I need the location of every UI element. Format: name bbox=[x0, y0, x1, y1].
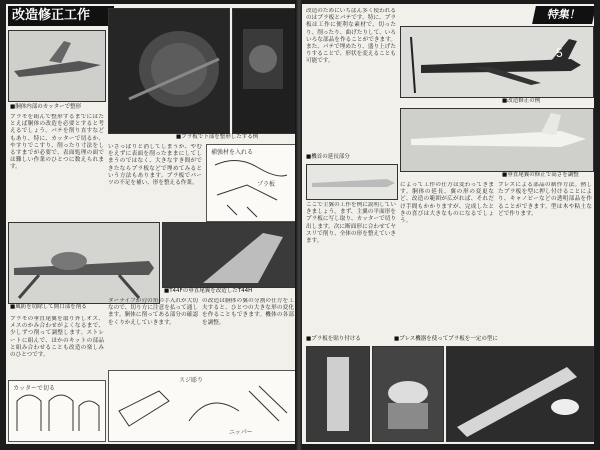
article-title: 改造修正工作 bbox=[8, 6, 114, 26]
photo-propeller-detail bbox=[232, 8, 296, 134]
sketch-note-1: 補強材を入れる bbox=[211, 149, 254, 156]
caption-3: ■風防を切除して開口部を削る bbox=[10, 304, 87, 310]
body-text-col-2: いさっぱりと消してしまうか、やむをえずに表面を削ったままにしてしまうのではなく、大きなすき間ができたならプラ板などで埋めてみるという方法もあります。プラ板でパーツの不足を補い、形を整える作業。 bbox=[108, 144, 202, 187]
right-page bbox=[302, 4, 594, 444]
sketch-note-4: スジ彫り bbox=[179, 377, 204, 384]
photo-fuselage-side bbox=[306, 164, 398, 200]
sketch-tool-usage bbox=[108, 370, 296, 442]
right-body-text-col-2: ここで主翼の工作を例に説明していきましょう。まず、主翼の平面形をプラ板に写し取り、カッターで切り出します。次に断面形に合わせてヤスリで削り、全体の形を整えていきます。 bbox=[306, 202, 396, 245]
right-caption-3: ■垂直尾翼の修正で高さを調整 bbox=[502, 172, 579, 178]
sketch-modification-diagram bbox=[206, 144, 296, 222]
sketch-note-3: カッターで切る bbox=[13, 385, 55, 392]
photo-plastic-strip bbox=[306, 346, 370, 442]
left-page bbox=[6, 4, 296, 444]
caption-4: ■T44Fの垂直尾翼を改造したT44H bbox=[164, 288, 253, 294]
body-text-col-1: プラモを組んで整形するまでにはたとえば胴体の改造を必要とすると考えるでしょう。パテを削り直すなどもあり、特に、カッターで切るか、やすりでこすり、削ったり寸法をしるすまでが必要で、表面処理の面では難しい作業のひとつに数えられます。 bbox=[10, 114, 104, 171]
sketch-canopy-frames bbox=[8, 380, 106, 442]
right-caption-4: ■プラ板を貼り付ける bbox=[306, 336, 361, 342]
photo-engine-cowl bbox=[108, 8, 230, 134]
photo-canopy-mold bbox=[372, 346, 444, 442]
right-caption-2: ■機首の延長部分 bbox=[306, 154, 350, 160]
aircraft-sketch-icon bbox=[9, 31, 105, 101]
right-body-text-col-1: 改造のためにいちばん多く使われるのはプラ板とパテです。特に、プラ板は工作に便利な素材で、切ったり、削ったり、曲げたりして、いろいろな部品を作ることができます。また、パテで埋めたり、盛り上げたりすることで、形状を変えることも可能です。 bbox=[306, 8, 396, 65]
sketch-note-2: プラ板 bbox=[257, 181, 276, 188]
body-text-col-3: プラモの垂直尾翼を取り外しオス、メスのかみ合わせがよくなるまで、少しずつ削って調整します。ストレートに組んで、ほかのキットの部品と組み合わせることも改造の楽しみのひとつです。 bbox=[10, 316, 104, 359]
right-caption-1: ■改造修正の例 bbox=[502, 98, 541, 104]
feature-tag: 特集！ bbox=[532, 6, 594, 24]
caption-1: ■胴体内部のカッターで整形 bbox=[10, 104, 82, 110]
photo-tail-fin bbox=[162, 222, 296, 288]
photo-mustang-model bbox=[400, 26, 594, 98]
sketch-note-5: ニッパー bbox=[229, 429, 253, 436]
photo-bomber-canopy bbox=[8, 222, 160, 304]
body-text-col-4: ターナイフが刃の角の手入れが大切なので、切り方に注意を払って通します。胴体に削ってある部分の確認をくりかえしていきます。 bbox=[108, 298, 198, 326]
photo-nose-extension bbox=[400, 108, 594, 172]
right-body-text-col-3: によって工作の仕方は変わってきます。胴体の延長、翼の形の変更など、改造の範囲が広がれば、それだけ手間もかかりますが、完成したときの喜びは大きなものになるでしょう。 bbox=[400, 182, 494, 225]
right-body-text-col-4: プレスによる部品の制作方法。熱したプラ板を型に押し付けることにより、キャノピーなどの透明部品を作ることができます。型は木や粘土などで作ります。 bbox=[498, 182, 592, 217]
right-caption-5: ■プレス機器を使ってプラ板を一定の型に bbox=[394, 336, 498, 342]
body-text-col-5: の改造は胴体の翼の分割の仕方を工夫すると、ひとつの大きな形の変化を作ることもできます。機体の各部を調整。 bbox=[202, 298, 294, 326]
photo-press-forming bbox=[446, 346, 594, 442]
aircraft-numeral: 5 bbox=[556, 46, 563, 60]
photo-fuselage-cutting bbox=[8, 30, 106, 102]
caption-2: ■プラ板で下部を整形したする例 bbox=[176, 134, 259, 140]
